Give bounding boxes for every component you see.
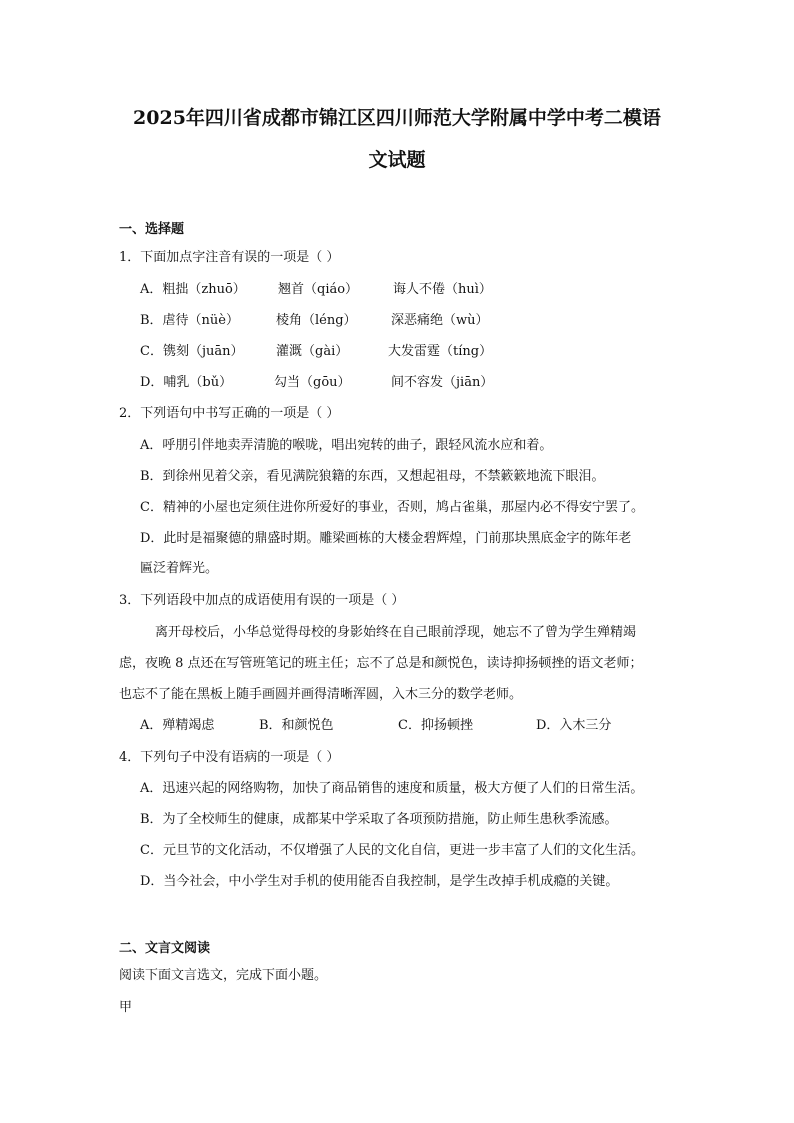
q1-option-a-2: 翘首（qiáo） [278, 282, 359, 297]
q1-option-b-3: 深恶痛绝（wù） [391, 313, 489, 328]
section-2-heading: 二、文言文阅读 [119, 941, 211, 956]
q1-option-b-2: 棱角（léng） [276, 313, 357, 328]
q1-option-a-1: A．粗拙（zhuō） [140, 282, 246, 297]
q1-option-c-2: 灌溉（gài） [276, 344, 349, 359]
q3-option-b: B．和颜悦色 [259, 718, 334, 733]
q3-passage-line-2: 虑，夜晚 8 点还在写管班笔记的班主任；忘不了总是和颜悦色，读诗抑扬顿挫的语文老师； [119, 656, 643, 671]
q3-option-a: A．殚精竭虑 [140, 718, 215, 733]
q2-option-d-continued: 匾泛着辉光。 [140, 561, 219, 576]
q3-option-d: D．入木三分 [536, 718, 612, 733]
q1-option-d-1: D．哺乳（bǔ） [140, 375, 233, 390]
q3-stem: 3．下列语段中加点的成语使用有误的一项是（ ） [119, 593, 405, 608]
q1-option-d-2: 勾当（gōu） [274, 375, 351, 390]
q2-option-d: D．此时是福聚德的鼎盛时期。雕梁画栋的大楼金碧辉煌，门前那块黑底金字的陈年老 [140, 531, 632, 546]
q4-option-c: C．元旦节的文化活动，不仅增强了人民的文化自信，更进一步丰富了人们的文化生活。 [140, 843, 644, 858]
q4-option-d: D．当今社会，中小学生对手机的使用能否自我控制，是学生改掉手机成瘾的关键。 [140, 874, 619, 889]
passage-label-jia: 甲 [119, 1000, 133, 1015]
section-2-instruction: 阅读下面文言选文，完成下面小题。 [119, 968, 328, 983]
q2-option-b: B．到徐州见着父亲，看见满院狼籍的东西，又想起祖母，不禁簌簌地流下眼泪。 [140, 469, 605, 484]
exam-title-line-1: 2025年四川省成都市锦江区四川师范大学附属中学中考二模语 [133, 107, 661, 129]
q1-option-b-1: B．虐待（nüè） [140, 313, 239, 328]
q2-stem: 2．下列语句中书写正确的一项是（ ） [119, 406, 340, 421]
section-1-heading: 一、选择题 [119, 222, 185, 237]
q1-option-d-3: 间不容发（jiān） [391, 375, 494, 390]
q3-option-c: C．抑扬顿挫 [398, 718, 473, 733]
q1-stem: 1．下面加点字注音有误的一项是（ ） [119, 250, 340, 265]
q4-option-a: A．迅速兴起的网络购物，加快了商品销售的速度和质量，极大方便了人们的日常生活。 [140, 781, 644, 796]
q1-option-c-1: C．镌刻（juān） [140, 344, 244, 359]
q2-option-c: C．精神的小屋也定须住进你所爱好的事业，否则，鸠占雀巢，那屋内必不得安宁罢了。 [140, 500, 644, 515]
q4-stem: 4．下列句子中没有语病的一项是（ ） [119, 750, 340, 765]
q3-passage-line-3: 也忘不了能在黑板上随手画圆并画得清晰浑圆，入木三分的数学老师。 [119, 687, 523, 702]
exam-title-line-2: 文试题 [368, 149, 426, 171]
q1-option-a-3: 诲人不倦（huì） [393, 282, 492, 297]
q3-passage-line-1: 离开母校后，小华总觉得母校的身影始终在自己眼前浮现，她忘不了曾为学生殚精竭 [155, 625, 637, 640]
q1-option-c-3: 大发雷霆（tíng） [388, 344, 493, 359]
q2-option-a: A．呼朋引伴地卖弄清脆的喉咙，唱出宛转的曲子，跟轻风流水应和着。 [140, 438, 553, 453]
q4-option-b: B．为了全校师生的健康，成都某中学采取了各项预防措施，防止师生患秋季流感。 [140, 812, 618, 827]
